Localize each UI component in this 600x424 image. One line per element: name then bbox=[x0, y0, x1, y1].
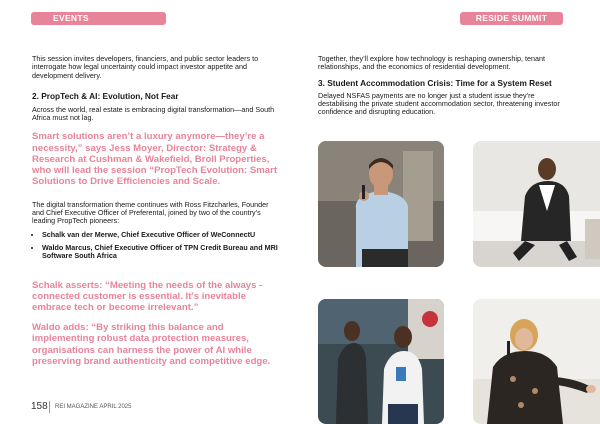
list-item: • Schalk van der Merwe, Chief Executive Officer of WeConnectU bbox=[42, 231, 282, 239]
reside-summit-tag: RESIDE SUMMIT bbox=[460, 12, 563, 25]
proptech-heading: 2. PropTech & AI: Evolution, Not Fear bbox=[32, 90, 179, 101]
events-tag: EVENTS bbox=[31, 12, 166, 25]
list-item: • Waldo Marcus, Chief Executive Officer of TPN Credit Bureau and MRI Software South Africa bbox=[42, 244, 282, 261]
proptech-paragraph: Across the world, real estate is embracing digital transformation—and South Africa must not lag. bbox=[32, 104, 275, 123]
together-paragraph: Together, they’ll explore how technology is reshaping ownership, tenant relationships, and the economics of residential development. bbox=[318, 54, 545, 72]
waldo-quote: Waldo adds: “By striking this balance and implementing robust data protection measures, organisations can harness the power of AI while preserving brand authenticity and competitive edge. bbox=[32, 322, 271, 367]
page-number: 158 bbox=[31, 401, 48, 412]
pioneers-list bbox=[32, 231, 282, 260]
right-column bbox=[318, 55, 568, 116]
speaker-photo-1 bbox=[318, 141, 444, 267]
magazine-label: REI MAGAZINE APRIL 2025 bbox=[55, 404, 132, 410]
footer-divider bbox=[49, 401, 50, 413]
left-column bbox=[32, 55, 282, 367]
speaker-photo-2 bbox=[473, 141, 600, 267]
attendees-photo bbox=[318, 299, 444, 424]
transformation-paragraph: The digital transformation theme continues with Ross Fitzcharles, Founder and Chief Executive Officer of Preferental, joined by two of the country’s leading PropTech pioneers: bbox=[32, 199, 269, 226]
schalk-quote: Schalk asserts: “Meeting the needs of the always -connected customer is essential. It’s inevitable embrace tech or become irrelevant.” bbox=[32, 279, 263, 314]
nsfas-paragraph: Delayed NSFAS payments are no longer just a student issue they’re destabilising the private student accommodation sector, threatening investor confidence and disrupting education. bbox=[318, 90, 560, 117]
student-accommodation-heading: 3. Student Accommodation Crisis: Time for a System Reset bbox=[318, 77, 552, 88]
moyer-quote: Smart solutions aren’t a luxury anymore—they’re a necessity,” says Jess Moyer, Director: Strategy & Research at Cushman & Wakefield, Broll Properties, who will lead the session “PropTech Evolution: Smart Solutions to Drive Efficiencies and Scale. bbox=[32, 131, 278, 188]
intro-paragraph: This session invites developers, financiers, and public sector leaders to interrogate how legal uncertainty could impact investor appetite and development delivery. bbox=[32, 54, 259, 80]
speaker-photo-3 bbox=[473, 299, 600, 424]
